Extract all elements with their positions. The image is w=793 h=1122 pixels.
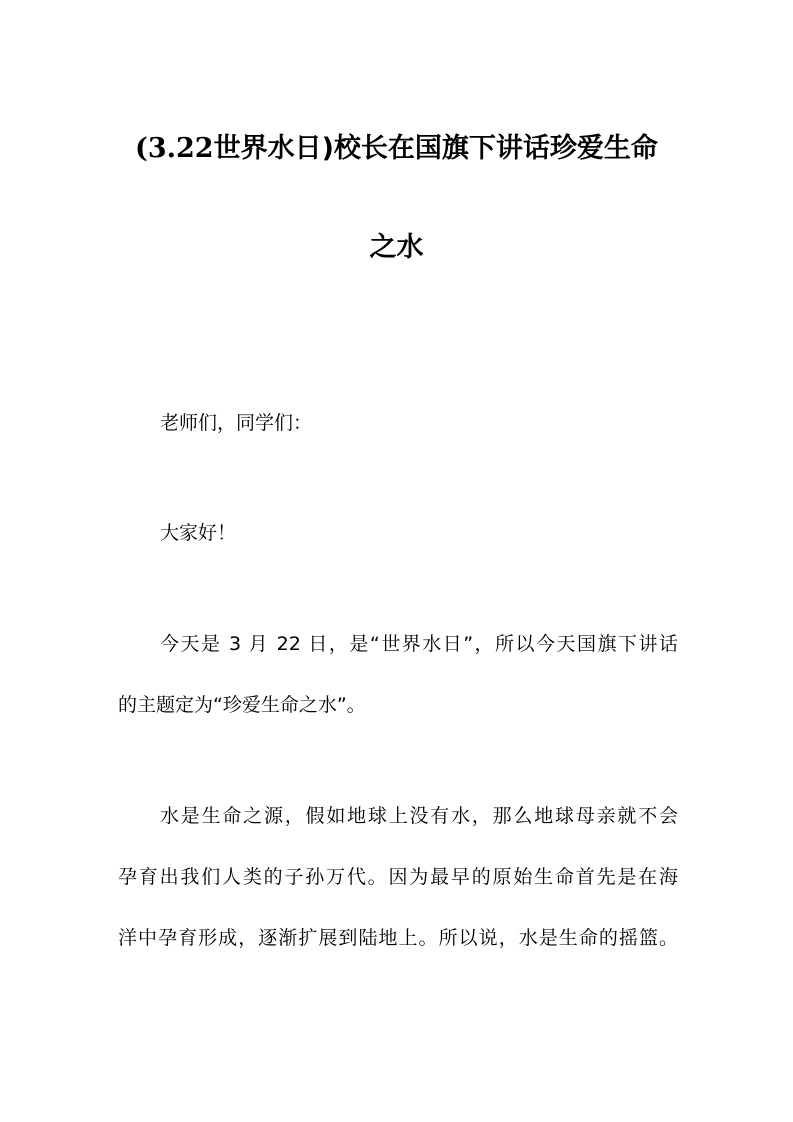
document-title-line-1 [96,132,697,166]
hello-line: 大家好！ [160,522,237,544]
paragraph-2-line-1: 水是生命之源，假如地球上没有水，那么地球母亲就不会 [160,805,678,827]
paragraph-2-line-3: 洋中孕育形成，逐渐扩展到陆地上。所以说，水是生命的摇篮。 [118,927,678,949]
paragraph-1-line-2: 的主题定为“珍爱生命之水”。 [118,694,366,716]
greeting-line: 老师们，同学们： [160,412,313,434]
title-date-prefix: (3.22 [135,133,214,164]
title-text: 世界水日)校长在国旗下讲话珍爱生命 [213,133,658,164]
document-title-line-2: 之水 [369,232,424,263]
paragraph-2-line-2: 孕育出我们人类的子孙万代。因为最早的原始生命首先是在海 [118,866,678,888]
paragraph-1-line-1: 今天是 3 月 22 日，是“世界水日”，所以今天国旗下讲话 [160,633,678,655]
